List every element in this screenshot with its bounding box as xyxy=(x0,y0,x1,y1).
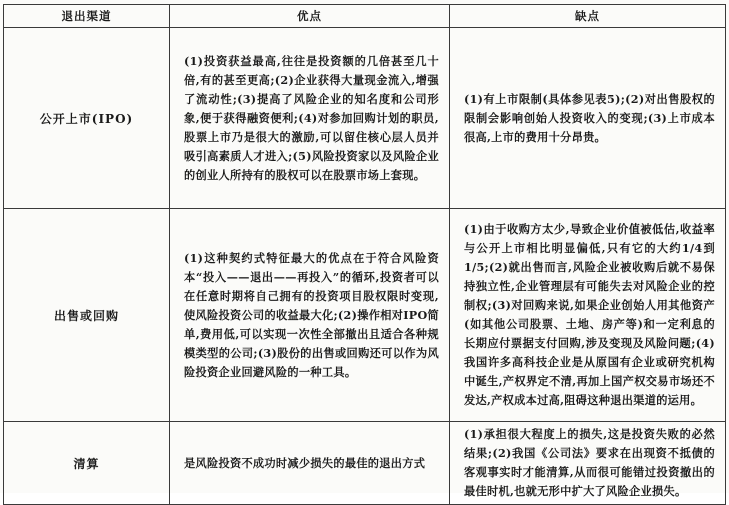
channel-cell-buyback: 出售或回购 xyxy=(4,209,170,422)
disadvantages-cell-liquidation: (1)承担很大程度上的损失,这是投资失败的必然结果;(2)我国《公司法》要求在出现资不抵债的客观事实时才能清算,从而很可能错过投资撤出的最佳时机,也就无形中扩大了风险企业损失。 xyxy=(450,422,726,505)
advantages-cell-liquidation: 是风险投资不成功时减少损失的最佳的退出方式 xyxy=(170,422,450,505)
disadvantages-cell-buyback: (1)由于收购方太少,导致企业价值被低估,收益率与公开上市相比明显偏低,只有它的大约1/4到1/5;(2)就出售而言,风险企业被收购后就不易保持独立性,企业管理层有可能失去对风险企业的控制权;(3)对回购来说,如果企业创始人用其他资产(如其他公司股票、土地、房产等)和一定利息的长期应付票据支付回购,涉及变现及风险问题;(4)我国许多高科技企业是从原国有企业或研究机构中诞生,产权界定不清,再加上国产权交易市场还不发达,产权成本过高,阻碍这种退出渠道的运用。 xyxy=(450,209,726,422)
exit-channel-table xyxy=(3,4,726,505)
table-row xyxy=(4,422,726,505)
table-header-row xyxy=(4,5,726,28)
header-channel: 退出渠道 xyxy=(4,5,170,28)
advantages-cell-ipo: (1)投资获益最高,往往是投资额的几倍甚至几十倍,有的甚至更高;(2)企业获得大量现金流入,增强了流动性;(3)提高了风险企业的知名度和公司形象,便于获得融资便利;(4)对参加回购计划的职员,股票上市乃是很大的激励,可以留住核心层人员并吸引高素质人才进入;(5)风险投资家以及风险企业的创业人所持有的股权可以在股票市场上套现。 xyxy=(170,28,450,209)
disadvantages-cell-ipo: (1)有上市限制(具体参见表5);(2)对出售股权的限制会影响创始人投资收入的变现;(3)上市成本很高,上市的费用十分昂贵。 xyxy=(450,28,726,209)
header-disadvantages: 缺点 xyxy=(450,5,726,28)
table-row xyxy=(4,28,726,209)
advantages-cell-buyback: (1)这种契约式特征最大的优点在于符合风险资本“投入——退出——再投入”的循环,投资者可以在任意时期将自己拥有的投资项目股权限时变现,使风险投资公司的收益最大化;(2)操作相对IPO简单,费用低,可以实现一次性全部撤出且适合各种规模类型的公司;(3)股份的出售或回购还可以作为风险投资企业回避风险的一种工具。 xyxy=(170,209,450,422)
header-advantages: 优点 xyxy=(170,5,450,28)
table-row xyxy=(4,209,726,422)
channel-cell-liquidation: 清算 xyxy=(4,422,170,505)
channel-cell-ipo: 公开上市(IPO) xyxy=(4,28,170,209)
